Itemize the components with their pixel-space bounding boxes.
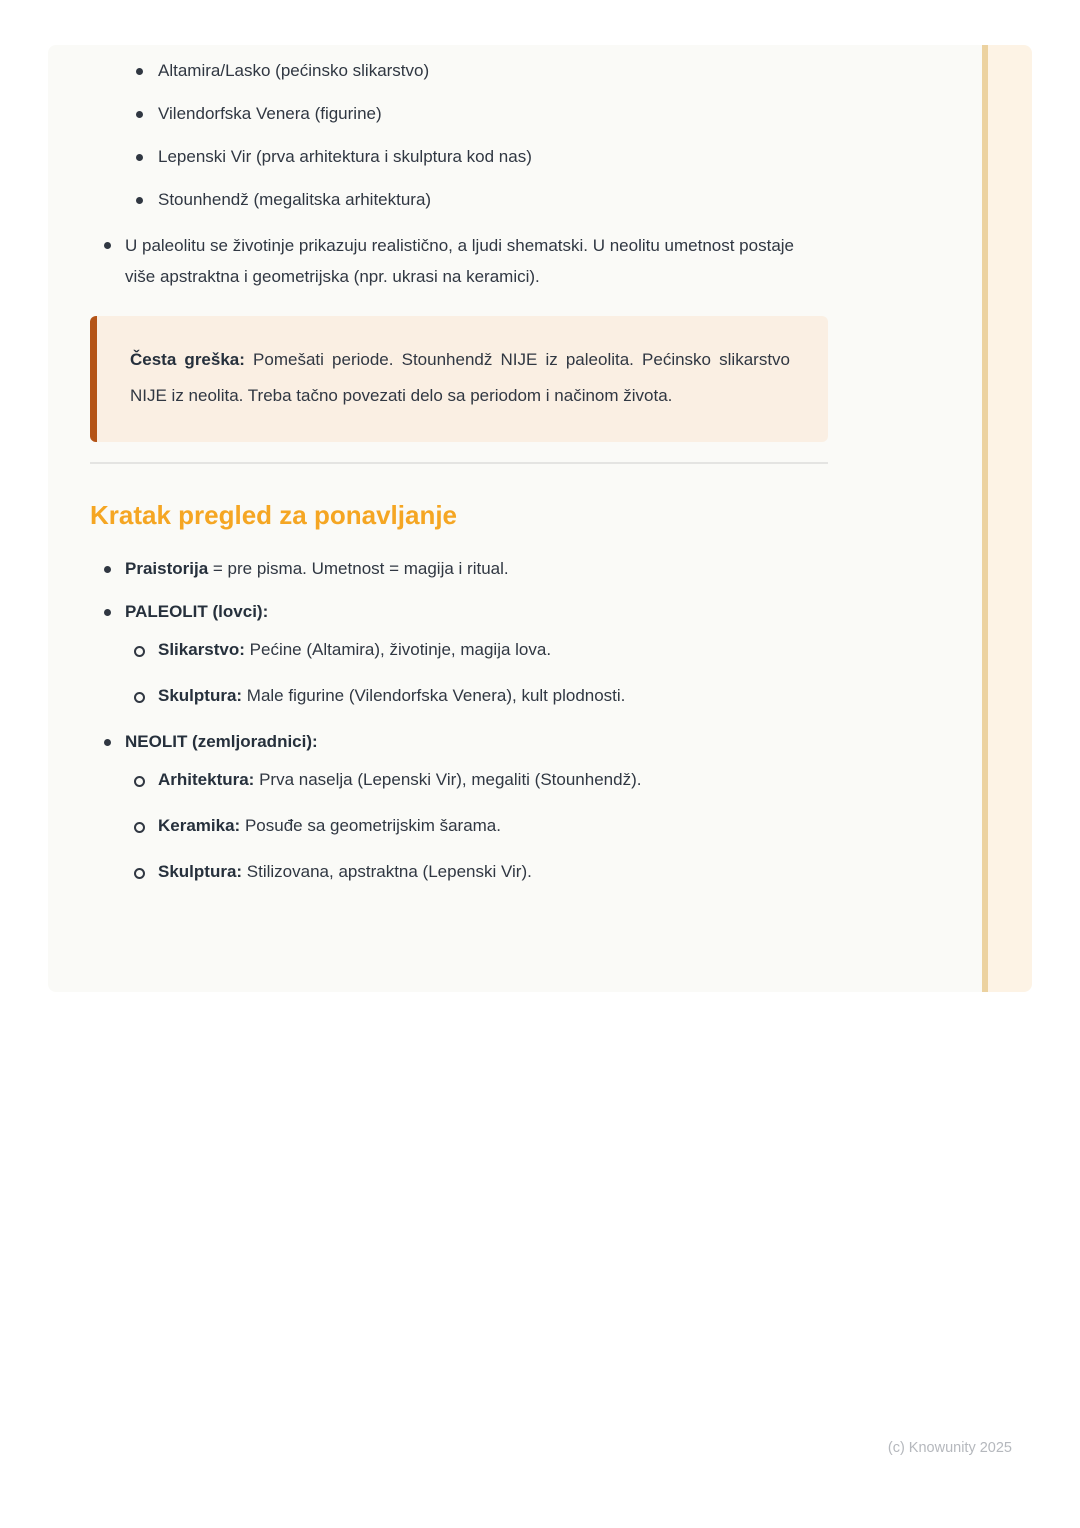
common-mistake-callout: [90, 316, 828, 442]
bullet-item: [90, 729, 934, 885]
item-text: Male figurine (Vilendorfska Venera), kult plodnosti.: [242, 686, 626, 705]
item-text: Lepenski Vir (prva arhitektura i skulptura kod nas): [158, 147, 532, 166]
sub-bullet-item: [125, 767, 934, 793]
item-text: Stounhendž (megalitska arhitektura): [158, 190, 432, 209]
item-label: Keramika:: [158, 816, 241, 835]
bullet-item: [90, 230, 810, 292]
bullet-item: [90, 101, 934, 127]
section-divider: [90, 462, 828, 464]
bullet-item: [90, 599, 934, 709]
item-text: Altamira/Lasko (pećinsko slikarstvo): [158, 61, 430, 80]
item-label: NEOLIT (zemljoradnici):: [125, 732, 318, 751]
callout-paragraph: [130, 342, 790, 414]
note-list: [90, 230, 934, 292]
sub-bullet-item: [125, 859, 934, 885]
review-heading: Kratak pregled za ponavljanje: [90, 500, 458, 530]
callout-label: Česta greška:: [130, 350, 245, 369]
item-label: Arhitektura:: [158, 770, 255, 789]
item-text: = pre pisma. Umetnost = magija i ritual.: [208, 559, 509, 578]
copyright-footer: (c) Knowunity 2025: [887, 1440, 1012, 1456]
bullet-item: [90, 144, 934, 170]
works-list: [90, 58, 934, 213]
neolit-sublist: [125, 767, 934, 885]
bullet-item: [90, 58, 934, 84]
item-text: Posuđe sa geometrijskim šarama.: [240, 816, 501, 835]
item-text: Vilendorfska Venera (figurine): [158, 104, 382, 123]
note-text: U paleolitu se životinje prikazuju realistično, a ljudi shematski. U neolitu umetnost postaje više apstraktna i geometrijska (npr. ukrasi na keramici).: [125, 236, 795, 286]
callout-text: Pomešati periode. Stounhendž NIJE iz paleolita. Pećinsko slikarstvo NIJE iz neolita. Treba tačno povezati delo sa periodom i načinom života.: [130, 350, 790, 405]
bullet-item: [90, 556, 934, 582]
item-label: Praistorija: [125, 559, 209, 578]
page-edge-strip: [982, 45, 1032, 992]
item-label: Slikarstvo:: [158, 640, 245, 659]
bullet-item: [90, 187, 934, 213]
item-label: PALEOLIT (lovci):: [125, 602, 269, 621]
sub-bullet-item: [125, 637, 934, 663]
sub-bullet-item: [125, 813, 934, 839]
item-label: Skulptura:: [158, 686, 243, 705]
card-content: [48, 45, 976, 992]
item-text: Pećine (Altamira), životinje, magija lova.: [244, 640, 552, 659]
item-text: Stilizovana, apstraktna (Lepenski Vir).: [242, 862, 532, 881]
notes-card: [48, 45, 1032, 992]
review-list: [90, 556, 934, 885]
paleolit-sublist: [125, 637, 934, 709]
item-label: Skulptura:: [158, 862, 243, 881]
item-text: Prva naselja (Lepenski Vir), megaliti (Stounhendž).: [254, 770, 642, 789]
sub-bullet-item: [125, 683, 934, 709]
